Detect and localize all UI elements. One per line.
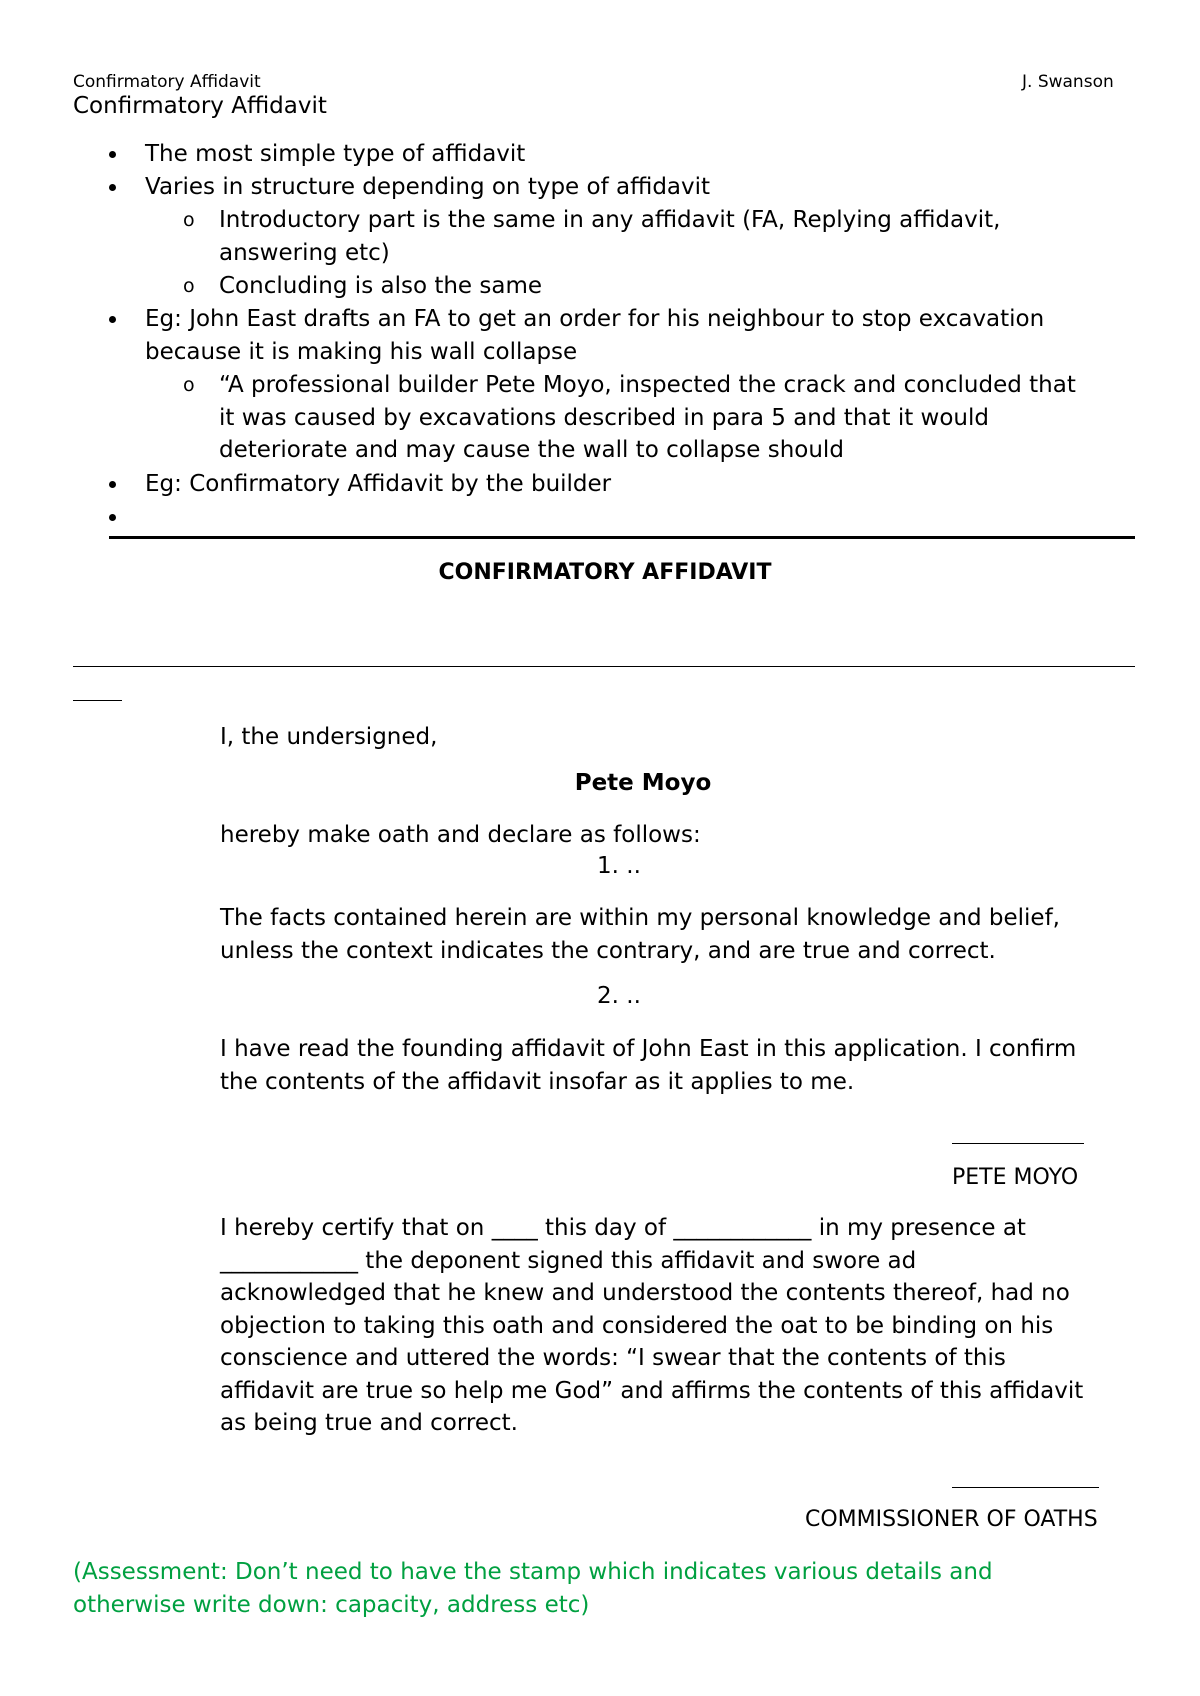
list-item: Varies in structure depending on type of affidavit [145, 171, 1135, 204]
text-line: it was caused by excavations described in para 5 and that it would [219, 404, 989, 431]
list-item-empty [145, 501, 1135, 533]
text-line: as being true and correct. [220, 1410, 518, 1436]
text-line: ____________ the deponent signed this affidavit and swore ad [220, 1247, 917, 1274]
text-line: Eg: John East drafts an FA to get an order for his neighbour to stop excavation [145, 306, 1045, 332]
running-header-title: Confirmatory Affidavit [73, 72, 261, 92]
list-item: Eg: Confirmatory Affidavit by the builder [145, 468, 1135, 501]
oath-statement: hereby make oath and declare as follows: [220, 822, 701, 848]
sub-list-item: o Concluding is also the same [219, 270, 1139, 303]
text-line: I hereby certify that on ____ this day of ____________ in my presence at [220, 1215, 1026, 1241]
text-line: o “A professional builder Pete Moyo, inspected the crack and concluded that [219, 372, 1076, 398]
running-header-author: J. Swanson [1022, 72, 1114, 92]
assessment-note [73, 1556, 1153, 1621]
text-line: unless the context indicates the contrary, and are true and correct. [220, 937, 996, 964]
text-line: because it is making his wall collapse [145, 338, 578, 365]
section-title: Confirmatory Affidavit [73, 93, 327, 119]
list-item: The most simple type of affidavit [145, 138, 1135, 171]
affidavit-heading: CONFIRMATORY AFFIDAVIT [438, 560, 772, 585]
deponent-signature-line [952, 1143, 1084, 1144]
paragraph-1 [220, 902, 1140, 967]
text-line: objection to taking this oath and considered the oat to be binding on his [220, 1312, 1054, 1339]
text-line: I have read the founding affidavit of John East in this application. I confirm [220, 1036, 1077, 1062]
separator-line [73, 666, 1135, 667]
paragraph-number: 1. .. [597, 853, 641, 879]
commissioner-certificate [220, 1212, 1140, 1440]
text-line: conscience and uttered the words: “I swear that the contents of this [220, 1345, 1006, 1371]
section-divider [109, 536, 1135, 539]
paragraph-2 [220, 1033, 1140, 1098]
text-line: acknowledged that he knew and understood the contents thereof, had no [220, 1280, 1070, 1306]
list-item [145, 303, 1135, 368]
deponent-signature-label: PETE MOYO [952, 1165, 1079, 1190]
sub-list-item [219, 204, 1139, 269]
text-line: affidavit are true so help me God” and affirms the contents of this affidavit [220, 1377, 1084, 1404]
text-line: o Introductory part is the same in any affidavit (FA, Replying affidavit, [219, 207, 1001, 233]
deponent-name: Pete Moyo [574, 770, 712, 796]
paragraph-number: 2. .. [597, 983, 641, 1009]
text-line: The facts contained herein are within my personal knowledge and belief, [220, 905, 1060, 931]
sub-list-item [219, 369, 1139, 467]
commissioner-signature-label: COMMISSIONER OF OATHS [805, 1507, 1098, 1532]
separator-line-short [73, 700, 122, 701]
text-line: the contents of the affidavit insofar as it applies to me. [220, 1068, 855, 1095]
affidavit-intro: I, the undersigned, [220, 724, 438, 750]
commissioner-signature-line [952, 1487, 1099, 1488]
text-line: otherwise write down: capacity, address etc) [73, 1591, 590, 1618]
text-line: (Assessment: Don’t need to have the stamp which indicates various details and [73, 1559, 993, 1585]
text-line: answering etc) [219, 239, 390, 266]
text-line: deteriorate and may cause the wall to collapse should [219, 437, 844, 463]
